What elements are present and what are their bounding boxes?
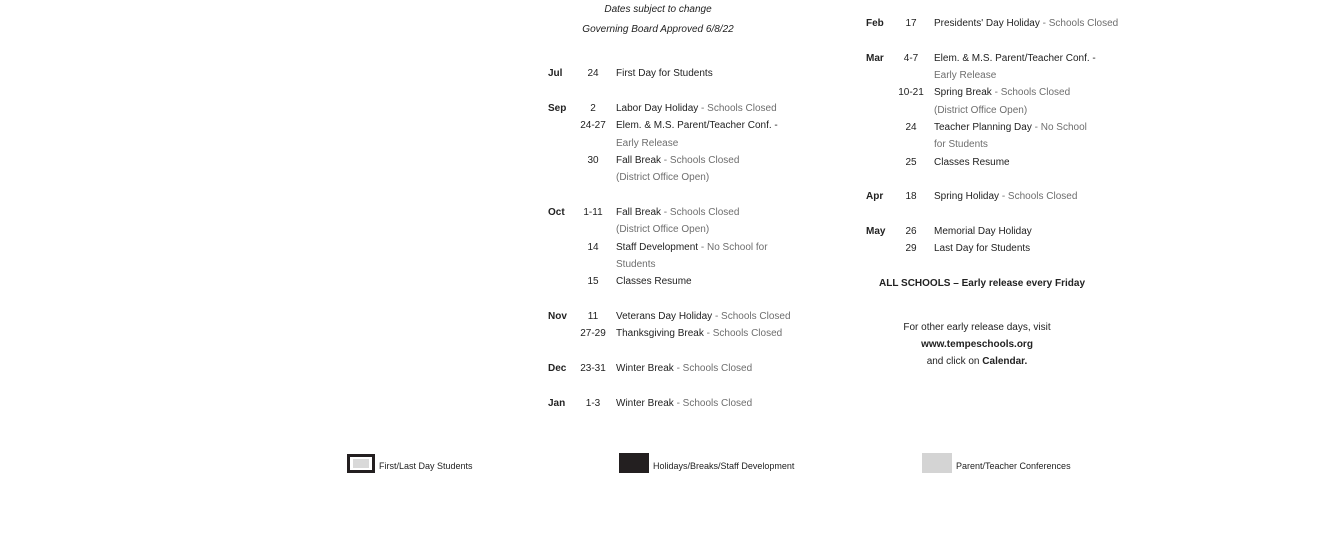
day-mar-1: 4-7	[903, 53, 919, 64]
event-nov-2: Thanksgiving Break - Schools Closed	[616, 328, 783, 339]
month-nov: Nov	[548, 311, 567, 322]
legend-conferences-label: Parent/Teacher Conferences	[956, 461, 1071, 471]
legend-first-last-label: First/Last Day Students	[379, 461, 473, 471]
day-feb: 17	[905, 18, 917, 29]
event-sep-3-sub: (District Office Open)	[616, 172, 710, 183]
month-jan: Jan	[548, 398, 566, 409]
first-last-swatch	[347, 454, 375, 473]
event-sep-2-sub: Early Release	[616, 138, 679, 149]
month-mar: Mar	[866, 53, 884, 64]
month-jul: Jul	[548, 68, 563, 79]
info-line-3: and click on Calendar.	[926, 356, 1028, 367]
month-may: May	[866, 226, 886, 237]
first-last-swatch-inner	[353, 459, 369, 468]
event-jul: First Day for Students	[616, 68, 713, 79]
board-approved-note: Governing Board Approved 6/8/22	[582, 24, 734, 35]
event-mar-3: Teacher Planning Day - No School	[934, 122, 1087, 133]
day-jan: 1-3	[585, 398, 601, 409]
event-feb: Presidents' Day Holiday - Schools Closed	[934, 18, 1119, 29]
event-sep-2: Elem. & M.S. Parent/Teacher Conf. -	[616, 120, 778, 131]
event-oct-2-sub: Students	[616, 259, 656, 270]
event-sep-3: Fall Break - Schools Closed	[616, 155, 740, 166]
day-may-2: 29	[905, 243, 917, 254]
day-oct-3: 15	[587, 276, 599, 287]
event-mar-1-sub: Early Release	[934, 70, 997, 81]
month-sep: Sep	[548, 103, 567, 114]
day-sep-1: 2	[590, 103, 596, 114]
holidays-swatch	[619, 453, 649, 473]
event-jan: Winter Break - Schools Closed	[616, 398, 753, 409]
day-apr: 18	[905, 191, 917, 202]
conferences-swatch	[922, 453, 952, 473]
event-dec: Winter Break - Schools Closed	[616, 363, 753, 374]
event-nov-1: Veterans Day Holiday - Schools Closed	[616, 311, 791, 322]
event-apr: Spring Holiday - Schools Closed	[934, 191, 1078, 202]
month-oct: Oct	[548, 207, 565, 218]
day-may-1: 26	[905, 226, 917, 237]
month-apr: Apr	[866, 191, 884, 202]
day-oct-1: 1-11	[583, 207, 603, 218]
event-mar-2: Spring Break - Schools Closed	[934, 87, 1071, 98]
early-release-note: ALL SCHOOLS – Early release every Friday	[878, 278, 1086, 289]
event-mar-3-sub: for Students	[934, 139, 988, 150]
month-feb: Feb	[866, 18, 884, 29]
day-mar-2: 10-21	[898, 87, 924, 98]
day-oct-2: 14	[587, 242, 599, 253]
day-jul: 24	[587, 68, 599, 79]
event-oct-1-sub: (District Office Open)	[616, 224, 710, 235]
event-mar-4: Classes Resume	[934, 157, 1010, 168]
event-may-1: Memorial Day Holiday	[934, 226, 1032, 237]
day-mar-3: 24	[905, 122, 917, 133]
event-may-2: Last Day for Students	[934, 243, 1031, 254]
info-line-1: For other early release days, visit	[903, 322, 1051, 333]
legend-holidays-label: Holidays/Breaks/Staff Development	[653, 461, 795, 471]
event-oct-3: Classes Resume	[616, 276, 692, 287]
day-nov-1: 11	[587, 311, 599, 322]
day-sep-3: 30	[587, 155, 599, 166]
website-link[interactable]: www.tempeschools.org	[921, 339, 1033, 350]
event-oct-2: Staff Development - No School for	[616, 242, 768, 253]
day-dec: 23-31	[580, 363, 606, 374]
day-mar-4: 25	[905, 157, 917, 168]
event-oct-1: Fall Break - Schools Closed	[616, 207, 740, 218]
month-dec: Dec	[548, 363, 567, 374]
event-mar-2-sub: (District Office Open)	[934, 105, 1028, 116]
event-mar-1: Elem. & M.S. Parent/Teacher Conf. -	[934, 53, 1096, 64]
dates-subject-note: Dates subject to change	[604, 4, 712, 15]
day-nov-2: 27-29	[580, 328, 606, 339]
event-sep-1: Labor Day Holiday - Schools Closed	[616, 103, 777, 114]
day-sep-2: 24-27	[580, 120, 606, 131]
